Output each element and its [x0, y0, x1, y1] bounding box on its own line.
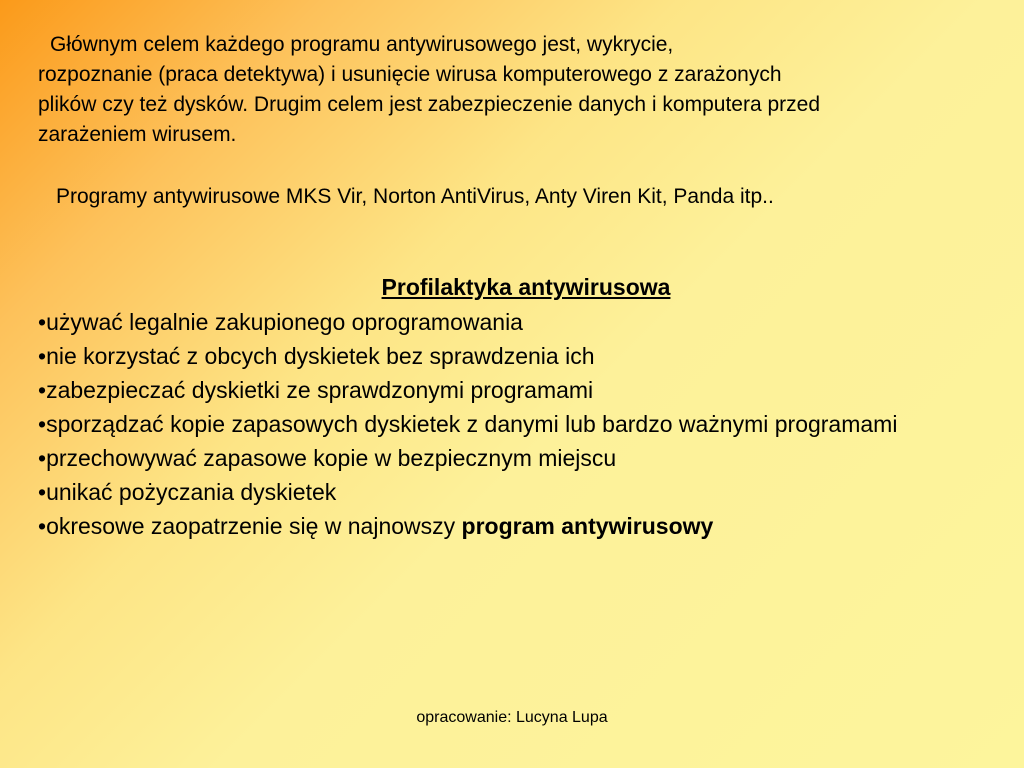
- prevention-item-text: sporządzać kopie zapasowych dyskietek z danymi lub bardzo ważnymi programami: [46, 411, 898, 437]
- prevention-item-last: [38, 509, 998, 543]
- prevention-item-text: nie korzystać z obcych dyskietek bez sprawdzenia ich: [46, 343, 595, 369]
- prevention-item: [38, 339, 998, 373]
- bullet-icon: •: [38, 343, 47, 369]
- bullet-icon: •: [38, 479, 47, 505]
- intro-line-3: plików czy też dysków. Drugim celem jest zabezpieczenie danych i komputera przed: [38, 93, 821, 116]
- prevention-item-emphasis: program antywirusowy: [461, 513, 714, 539]
- bullet-icon: •: [38, 309, 47, 335]
- prevention-item: [38, 475, 998, 509]
- bullet-icon: •: [38, 513, 47, 539]
- bullet-icon: •: [38, 445, 47, 471]
- intro-paragraph: [38, 30, 998, 150]
- prevention-item: [38, 305, 998, 339]
- prevention-item-text: unikać pożyczania dyskietek: [46, 479, 337, 505]
- intro-line-1: Głównym celem każdego programu antywirusowego jest, wykrycie,: [50, 33, 674, 56]
- prevention-item: [38, 373, 998, 407]
- intro-line-4: zarażeniem wirusem.: [38, 123, 237, 146]
- prevention-item-text: przechowywać zapasowe kopie w bezpiecznym miejscu: [46, 445, 617, 471]
- programs-line: Programy antywirusowe MKS Vir, Norton AntiVirus, Anty Viren Kit, Panda itp..: [56, 185, 774, 208]
- author-credit-text: opracowanie: Lucyna Lupa: [416, 709, 608, 726]
- prevention-title: Profilaktyka antywirusowa: [381, 274, 671, 300]
- intro-line-2: rozpoznanie (praca detektywa) i usunięcie wirusa komputerowego z zarażonych: [38, 63, 782, 86]
- prevention-item-text: okresowe zaopatrzenie się w najnowszy: [46, 513, 462, 539]
- bullet-icon: •: [38, 411, 47, 437]
- prevention-item-text: zabezpieczać dyskietki ze sprawdzonymi programami: [46, 377, 594, 403]
- prevention-list: [38, 305, 998, 543]
- author-credit: [0, 706, 1024, 730]
- bullet-icon: •: [38, 377, 47, 403]
- prevention-item: [38, 441, 998, 475]
- prevention-item-text: używać legalnie zakupionego oprogramowania: [46, 309, 523, 335]
- prevention-item: [38, 407, 998, 441]
